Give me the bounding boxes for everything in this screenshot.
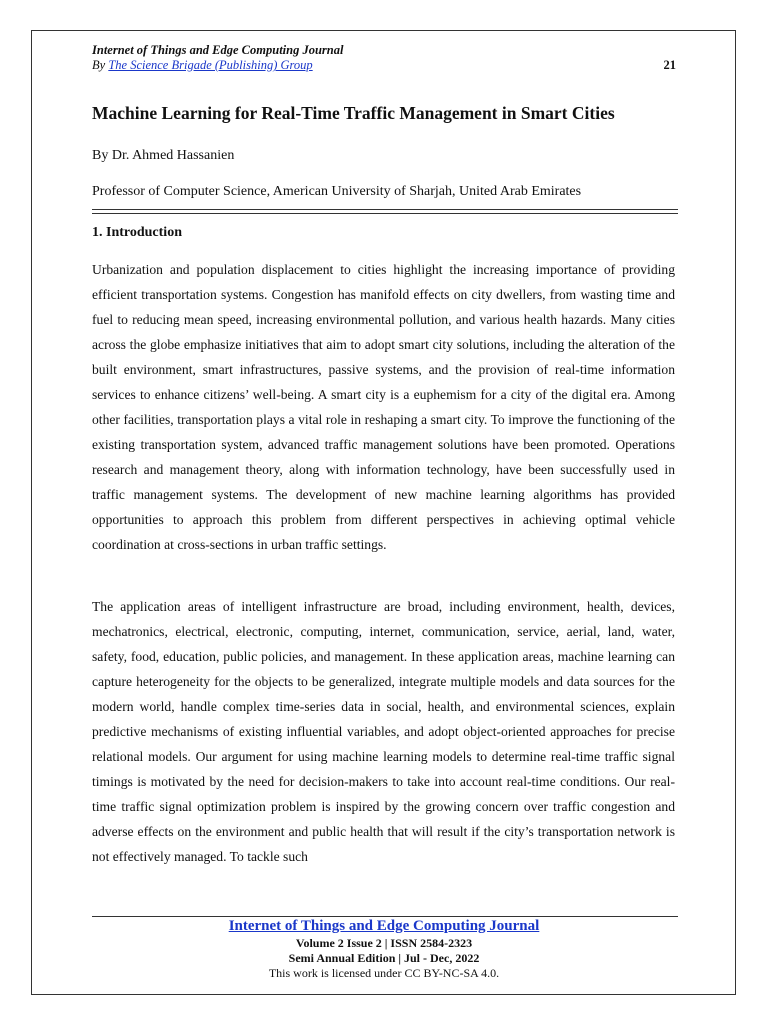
header-publisher-line [92, 58, 313, 73]
footer-divider [92, 916, 678, 917]
footer-volume: Volume 2 Issue 2 | ISSN 2584-2323 [295, 936, 473, 950]
page-number: 21 [663, 58, 676, 72]
footer-edition: Semi Annual Edition | Jul - Dec, 2022 [288, 951, 480, 965]
publisher-link[interactable]: The Science Brigade (Publishing) Group [108, 58, 313, 72]
header-by-prefix: By [92, 58, 109, 72]
header-divider-thick [92, 209, 678, 210]
footer-journal [0, 918, 768, 935]
article-title: Machine Learning for Real-Time Traffic Management in Smart Cities [92, 103, 615, 123]
header-journal-name: Internet of Things and Edge Computing Journal [92, 43, 344, 57]
header-divider-thin [92, 213, 678, 214]
body-paragraph-2: The application areas of intelligent infrastructure are broad, including environment, health, devices, mechatronics, electrical, electronic, computing, internet, communication, service, aerial, land, water, safety, food, education, public policies, and management. In these application areas, machine learning can capture heterogeneity for the objects to be generalized, integrate multiple models and data sources for the modern world, handle complex time-series data in social, health, and environmental sciences, explain predictive mechanisms of existing influential variables, and adopt object-oriented approaches for precise relational models. Our argument for using machine learning models to determine real-time traffic signal timings is motivated by the need for decision-makers to take into account real-time conditions. Our real-time traffic signal optimization problem is inspired by the growing concern over traffic congestion and adverse effects on the environment and public health that will result if the city’s transportation network is not effectively managed. To tackle such [92, 599, 675, 864]
section-heading: 1. Introduction [92, 225, 182, 240]
footer-journal-link[interactable]: Internet of Things and Edge Computing Journal [228, 918, 540, 934]
author-affiliation: Professor of Computer Science, American University of Sharjah, United Arab Emirates [92, 184, 582, 199]
body-paragraph-1: Urbanization and population displacement to cities highlight the increasing importance of providing efficient transportation systems. Congestion has manifold effects on city dwellers, from wasting time and fuel to reducing mean speed, increasing environmental pollution, and various health hazards. Many cities across the globe emphasize initiatives that aim to adopt smart city solutions, including the alteration of the built environment, smart infrastructures, passive systems, and the provision of real-time information services to enhance citizens’ well-being. A smart city is a euphemism for a city of the digital era. Among other facilities, transportation plays a vital role in reshaping a smart city. To improve the functioning of the existing transportation system, advanced traffic management solutions have been promoted. Operations research and management theory, along with information technology, have been successfully used in traffic management systems. The development of new machine learning algorithms has provided opportunities to approach this problem from different perspectives in achieving optimal vehicle coordination at cross-sections in urban traffic settings. [92, 262, 675, 552]
article-author: By Dr. Ahmed Hassanien [92, 148, 235, 163]
footer-license: This work is licensed under CC BY-NC-SA 4.0. [268, 966, 500, 980]
